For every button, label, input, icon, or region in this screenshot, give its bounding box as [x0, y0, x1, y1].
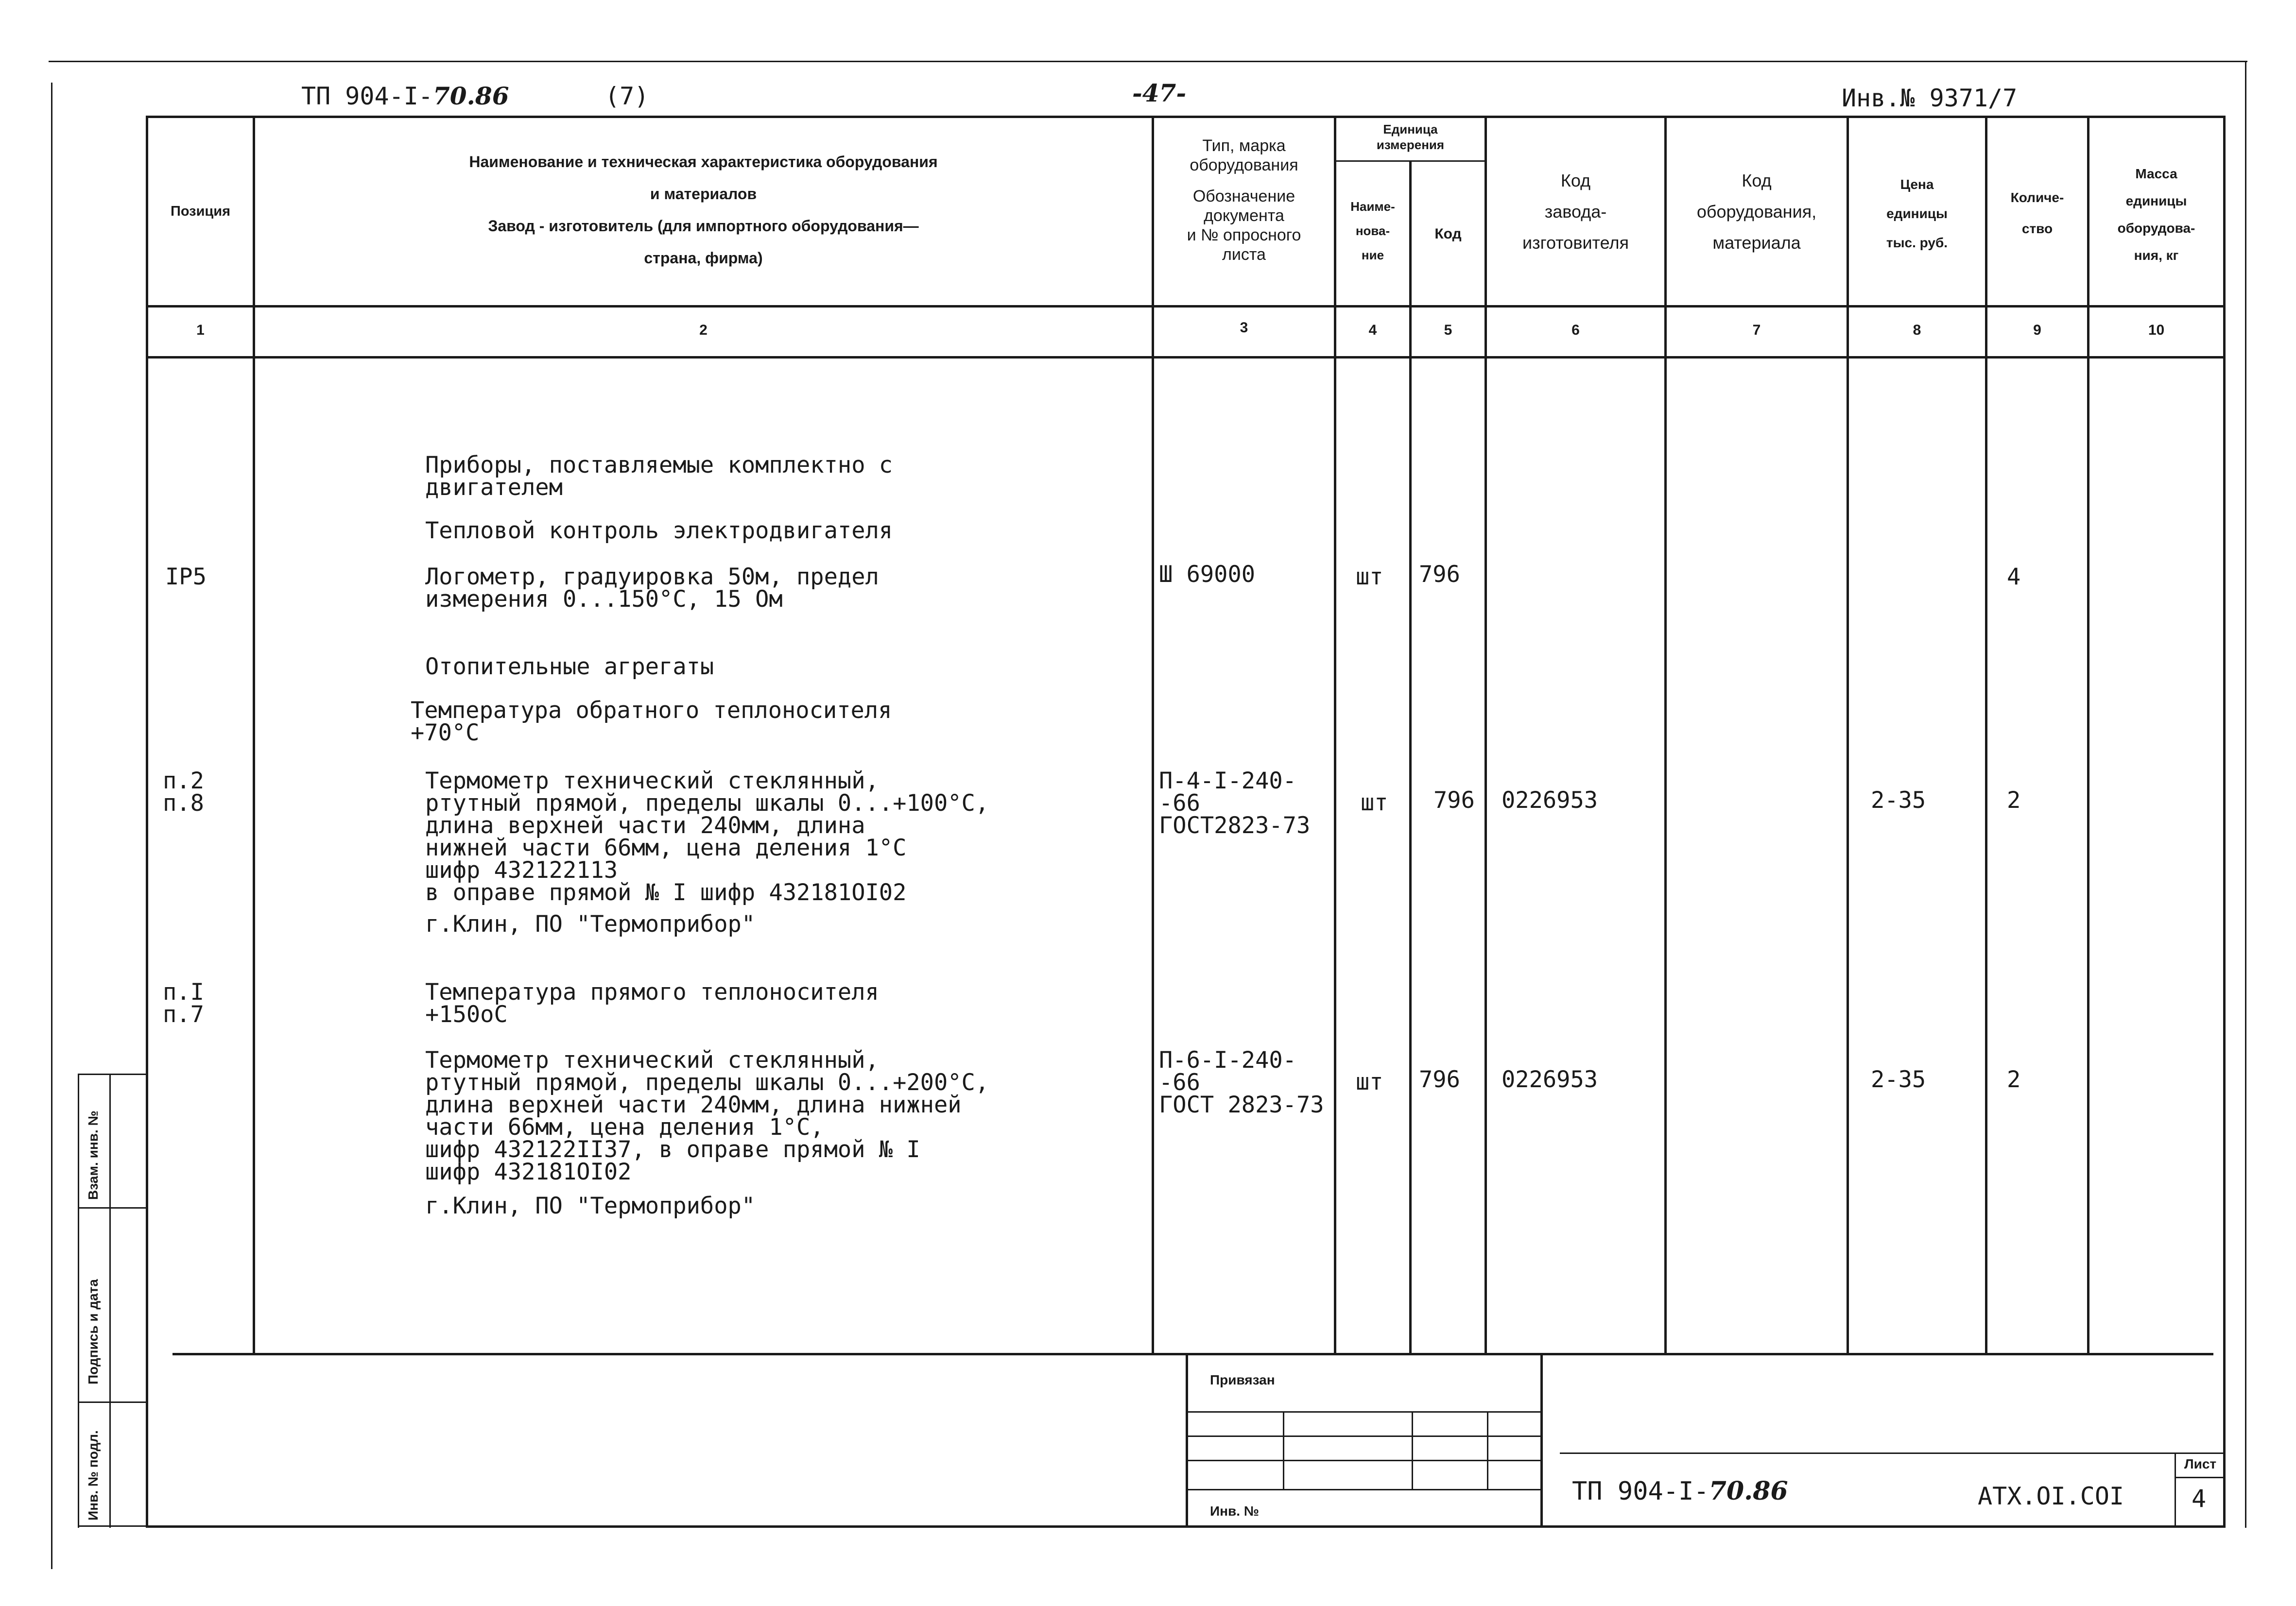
col-line-3 — [1334, 116, 1336, 1354]
row2-unit: шт — [1361, 789, 1388, 816]
row3-position: п.I п.7 — [163, 979, 204, 1028]
col-number-10: 10 — [2148, 322, 2165, 338]
col-line-5 — [1485, 116, 1487, 1354]
side-stamp-left-line — [78, 1074, 79, 1528]
row3-heading: Температура прямого теплоносителя +150оС — [425, 979, 879, 1028]
col-header-price: Цена единицы тыс. руб. — [1886, 177, 1948, 250]
col-header-factory-code: Код завода- изготовителя — [1522, 171, 1629, 253]
frame-left-line — [51, 83, 52, 1569]
col-number-2: 2 — [699, 322, 708, 338]
stamp-sheet-label: Лист — [2184, 1456, 2217, 1471]
frame-top-line — [49, 61, 2247, 62]
col-line-8 — [1985, 116, 1987, 1354]
inventory-number: Инв.№ 9371/7 — [1842, 84, 2018, 112]
side-label-signature-date: Подпись и дата — [86, 1279, 101, 1384]
row1-position: IP5 — [165, 564, 207, 590]
row1-type: Ш 69000 — [1159, 561, 1256, 588]
section-heading-engine-instruments: Приборы, поставляемые комплектно с двигателем — [425, 452, 893, 501]
col-header-position: Позиция — [171, 204, 230, 219]
row1-unit-code: 796 — [1419, 561, 1460, 588]
unit-group-divider — [1334, 160, 1485, 162]
col-line-2 — [1152, 116, 1154, 1354]
col-number-3: 3 — [1240, 320, 1248, 336]
side-stamp-div1 — [78, 1207, 148, 1209]
table-top-border — [146, 116, 2226, 118]
row2-name: Термометр технический стеклянный, ртутный прямой, пределы шкалы 0...+100°С, длина верхней части 240мм, длина нижней части 66мм, цена деления 1°С шифр 432122113 в оправе прямой № I шифр 432181OI02 — [425, 768, 989, 906]
col-header-type: Тип, марка оборудования Обозначение документа и № опросного листа — [1187, 137, 1301, 264]
row3-unit-code: 796 — [1419, 1066, 1460, 1093]
col-header-equipment-code: Код оборудования, материала — [1696, 171, 1817, 253]
stamp-sheet-number: 4 — [2192, 1485, 2207, 1513]
row1-name: Логометр, градуировка 50м, предел измерения 0...150°С, 15 Ом — [425, 564, 879, 613]
row3-quantity: 2 — [2007, 1066, 2021, 1093]
row3-maker: г.Клин, ПО "Термоприбор" — [425, 1193, 756, 1219]
stamp-mid-border — [1540, 1355, 1543, 1525]
section-heading-thermal-control: Тепловой контроль электродвигателя — [425, 517, 893, 544]
row3-name: Термометр технический стеклянный, ртутный прямой, пределы шкалы 0...+200°С, длина верхней части 240мм, длина нижней части 66мм, цена деления 1°С, шифр 432122II37, в оправе прямой № I шифр 432181OI02 — [425, 1047, 989, 1185]
stamp-doc-code: ТП 904-I-70.86 — [1572, 1476, 1788, 1506]
stamp-doc-designation: АТХ.ОI.СОI — [1978, 1482, 2124, 1510]
row2-maker: г.Клин, ПО "Термоприбор" — [425, 911, 756, 938]
col-line-6 — [1664, 116, 1667, 1354]
page-number: -47- — [1132, 79, 1187, 107]
row2-position: п.2 п.8 — [163, 768, 204, 817]
col-number-6: 6 — [1571, 322, 1580, 338]
album-number: (7) — [605, 82, 649, 110]
frame-right-line — [2245, 61, 2246, 1528]
row2-price: 2-35 — [1871, 787, 1926, 814]
stamp-sheet-divider — [2175, 1452, 2176, 1525]
row3-unit: шт — [1356, 1069, 1383, 1095]
col-header-name: Наименование и техническая характеристика оборудования и материалов Завод - изготовитель (для импортного оборудования— страна, фирма) — [469, 153, 938, 267]
body-bottom-border — [173, 1353, 2213, 1355]
row3-price: 2-35 — [1871, 1066, 1926, 1093]
col-line-9 — [2087, 116, 2089, 1354]
table-bottom-border — [146, 1525, 2226, 1528]
stamp-grid-v1 — [1283, 1411, 1284, 1489]
col-line-1 — [253, 116, 255, 1354]
col-line-10 — [2223, 116, 2226, 1528]
col-header-unit-group: Единица измерения — [1376, 122, 1445, 152]
row3-factory-code: 0226953 — [1502, 1066, 1598, 1093]
stamp-inventory-label: Инв. № — [1210, 1503, 1260, 1519]
side-stamp-div2 — [78, 1401, 148, 1403]
col-number-8: 8 — [1913, 322, 1921, 338]
col-header-unit-code: Код — [1434, 225, 1462, 242]
row2-unit-code: 796 — [1433, 787, 1475, 814]
col-number-5: 5 — [1444, 322, 1452, 338]
col-header-unit-name: Наиме- нова- ние — [1350, 199, 1395, 262]
col-number-9: 9 — [2033, 322, 2041, 338]
side-stamp-mid-line — [109, 1074, 111, 1528]
doc-code-top: ТП 904-I-70.86 — [301, 82, 509, 110]
row1-quantity: 4 — [2007, 564, 2021, 590]
stamp-attached-label: Привязан — [1210, 1372, 1275, 1387]
row1-unit: шт — [1356, 564, 1383, 590]
col-number-4: 4 — [1368, 322, 1377, 338]
col-number-7: 7 — [1752, 322, 1761, 338]
side-stamp-bottom — [78, 1525, 148, 1527]
row3-type: П-6-I-240- -66 ГОСТ 2823-73 — [1159, 1047, 1324, 1118]
header-bottom-border — [146, 305, 2226, 308]
stamp-grid-v2 — [1412, 1411, 1413, 1489]
side-stamp-top — [78, 1074, 148, 1075]
col-line-7 — [1847, 116, 1849, 1354]
stamp-left-border — [1186, 1355, 1188, 1525]
section-heading-heating-units: Отопительные агрегаты — [425, 653, 714, 680]
stamp-row-line-4 — [1188, 1489, 1540, 1490]
row2-type: П-4-I-240- -66 ГОСТ2823-73 — [1159, 768, 1311, 839]
col-header-mass: Масса единицы оборудова- ния, кг — [2117, 166, 2195, 263]
stamp-sheet-line — [2175, 1477, 2226, 1478]
row2-quantity: 2 — [2007, 787, 2021, 814]
row2-factory-code: 0226953 — [1502, 787, 1598, 814]
stamp-grid-v3 — [1487, 1411, 1488, 1489]
col-number-1: 1 — [196, 322, 205, 338]
side-label-original-inventory: Инв. № подл. — [86, 1430, 101, 1521]
section-heading-return-temperature: Температура обратного теплоносителя +70°С — [411, 697, 892, 746]
numbers-bottom-border — [146, 356, 2226, 359]
side-label-replaced-inventory: Взам. инв. № — [86, 1111, 101, 1200]
col-header-quantity: Количе- ство — [2010, 190, 2064, 236]
stamp-title-top-line — [1560, 1452, 2226, 1454]
